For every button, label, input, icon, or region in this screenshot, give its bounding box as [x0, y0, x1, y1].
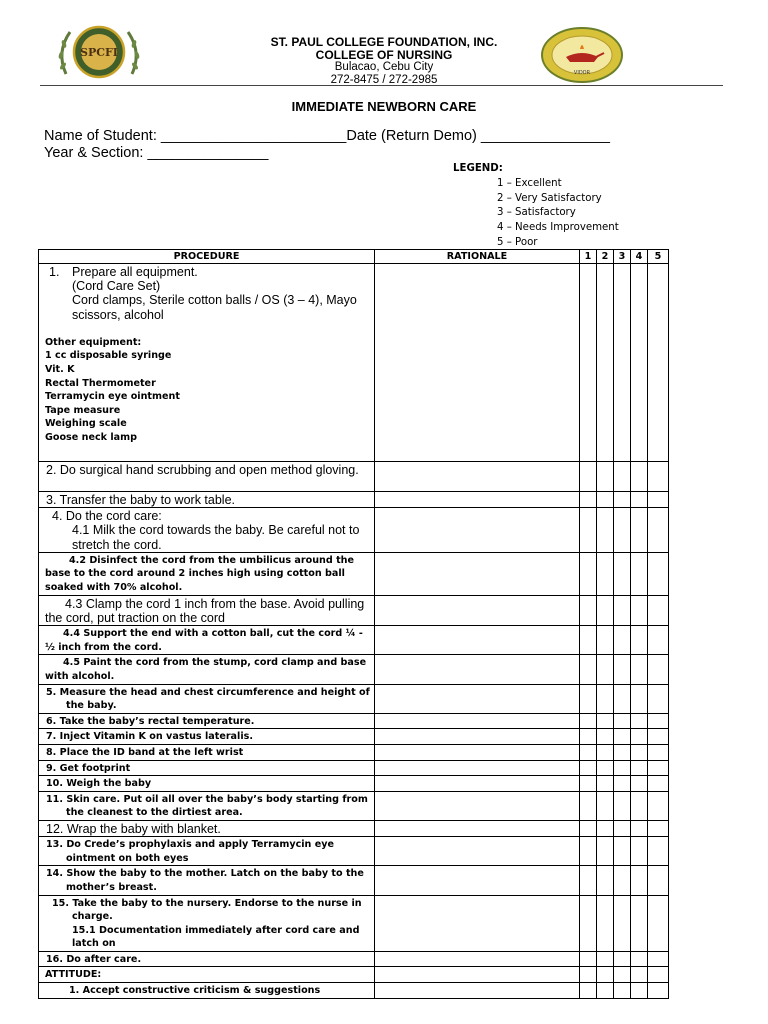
score-cell-1[interactable] — [580, 684, 597, 713]
score-cell-1[interactable] — [580, 713, 597, 729]
score-cell-4[interactable] — [631, 462, 648, 492]
score-cell-4[interactable] — [631, 820, 648, 836]
table-row — [39, 866, 669, 895]
table-row — [39, 837, 669, 866]
procedure-cell: 2. Do surgical hand scrubbing and open method gloving. — [39, 462, 375, 492]
score-cell-5[interactable] — [648, 729, 669, 745]
score-cell-1[interactable] — [580, 820, 597, 836]
step-text: Prepare all equipment. — [72, 265, 198, 279]
score-cell-2[interactable] — [597, 983, 614, 999]
table-row — [39, 895, 669, 951]
score-cell-3[interactable] — [614, 776, 631, 792]
rationale-cell[interactable] — [375, 595, 580, 625]
score-cell-4[interactable] — [631, 866, 648, 895]
phone-numbers: 272-8475 / 272-2985 — [330, 73, 438, 86]
score-cell-2[interactable] — [597, 508, 614, 553]
table-row — [39, 552, 669, 595]
score-cell-1[interactable] — [580, 508, 597, 553]
score-cell-4[interactable] — [631, 776, 648, 792]
nursing-seal-logo — [540, 27, 624, 83]
college-name: COLLEGE OF NURSING — [315, 47, 453, 62]
procedure-header: PROCEDURE — [39, 250, 375, 264]
procedure-cell: 8. Place the ID band at the left wrist — [39, 744, 375, 760]
score-cell-5[interactable] — [648, 713, 669, 729]
score-cell-5[interactable] — [648, 760, 669, 776]
table-row — [39, 744, 669, 760]
table-row — [39, 626, 669, 655]
rationale-cell[interactable] — [375, 508, 580, 553]
score-cell-5[interactable] — [648, 552, 669, 595]
score-cell-1[interactable] — [580, 729, 597, 745]
score-cell-4[interactable] — [631, 951, 648, 967]
rationale-cell[interactable] — [375, 552, 580, 595]
rationale-cell[interactable] — [375, 744, 580, 760]
procedure-cell: 1. Accept constructive criticism & suggestions — [39, 983, 375, 999]
procedure-cell: 13. Do Crede’s prophylaxis and apply Terramycin eye ointment on both eyes — [39, 837, 375, 866]
score-cell-4[interactable] — [631, 508, 648, 553]
score-cell-2[interactable] — [597, 729, 614, 745]
step-text: Cord clamps, Sterile cotton balls / OS (3 – 4), Mayo scissors, alcohol — [72, 293, 357, 322]
svg-text:SPCFI: SPCFI — [80, 46, 118, 59]
score-cell-3[interactable] — [614, 791, 631, 820]
rationale-cell[interactable] — [375, 983, 580, 999]
other-equipment-title: Other equipment: — [45, 336, 142, 348]
step-text: 15. Take the baby to the nursery. Endorse to the nurse in charge. — [52, 897, 362, 923]
substep-text: 4.1 Milk the cord towards the baby. Be careful not to stretch the cord. — [72, 523, 360, 552]
score-cell-4[interactable] — [631, 744, 648, 760]
rationale-header: RATIONALE — [375, 250, 580, 264]
score-cell-3[interactable] — [614, 967, 631, 983]
table-row — [39, 713, 669, 729]
score-cell-1[interactable] — [580, 492, 597, 508]
rationale-cell[interactable] — [375, 760, 580, 776]
score-cell-5[interactable] — [648, 791, 669, 820]
table-row — [39, 820, 669, 836]
score-cell-1[interactable] — [580, 791, 597, 820]
table-row — [39, 492, 669, 508]
score-cell-5[interactable] — [648, 508, 669, 553]
score-cell-2[interactable] — [597, 866, 614, 895]
evaluation-table — [38, 249, 669, 999]
table-header-row — [39, 250, 669, 264]
score-cell-3[interactable] — [614, 729, 631, 745]
address: Bulacao, Cebu City — [334, 61, 434, 73]
table-row — [39, 655, 669, 684]
score-cell-5[interactable] — [648, 866, 669, 895]
procedure-cell — [39, 895, 375, 951]
procedure-cell: 14. Show the baby to the mother. Latch on the baby to the mother’s breast. — [39, 866, 375, 895]
score-cell-3[interactable] — [614, 760, 631, 776]
score-cell-2[interactable] — [597, 820, 614, 836]
score-cell-1[interactable] — [580, 895, 597, 951]
score-cell-3[interactable] — [614, 655, 631, 684]
score-cell-1[interactable] — [580, 655, 597, 684]
student-name-date-field[interactable]: Name of Student: _______________________Date (Return Demo) ________________ — [44, 128, 610, 144]
document-header — [240, 36, 528, 86]
score-cell-4[interactable] — [631, 760, 648, 776]
table-row — [39, 595, 669, 625]
score-cell-5[interactable] — [648, 744, 669, 760]
score-cell-3[interactable] — [614, 866, 631, 895]
college-seal-logo — [54, 22, 144, 82]
year-section-field[interactable]: Year & Section: _______________ — [44, 145, 269, 161]
score-cell-3[interactable] — [614, 508, 631, 553]
score-cell-1[interactable] — [580, 552, 597, 595]
rationale-cell[interactable] — [375, 791, 580, 820]
procedure-cell: 7. Inject Vitamin K on vastus lateralis. — [39, 729, 375, 745]
rationale-cell[interactable] — [375, 951, 580, 967]
table-row — [39, 508, 669, 553]
score-cell-5[interactable] — [648, 264, 669, 462]
score-cell-4[interactable] — [631, 837, 648, 866]
attitude-heading: ATTITUDE: — [39, 967, 375, 983]
equipment-item: 1 cc disposable syringe — [45, 350, 172, 362]
procedure-cell: 5. Measure the head and chest circumference and height of the baby. — [39, 684, 375, 713]
score-cell-1[interactable] — [580, 626, 597, 655]
score-cell-4[interactable] — [631, 713, 648, 729]
score-cell-5[interactable] — [648, 895, 669, 951]
equipment-item: Weighing scale — [45, 418, 127, 430]
step-text: 4. Do the cord care: — [52, 509, 162, 524]
score-cell-4[interactable] — [631, 684, 648, 713]
legend-item: 2 – Very Satisfactory — [497, 192, 602, 204]
legend — [453, 162, 619, 251]
table-row — [39, 967, 669, 983]
legend-item: 3 – Satisfactory — [497, 207, 576, 219]
score-cell-1[interactable] — [580, 983, 597, 999]
score-cell-5[interactable] — [648, 626, 669, 655]
score-cell-5[interactable] — [648, 776, 669, 792]
score-cell-1[interactable] — [580, 595, 597, 625]
table-row — [39, 684, 669, 713]
score-cell-5[interactable] — [648, 655, 669, 684]
score-cell-3[interactable] — [614, 626, 631, 655]
rationale-cell[interactable] — [375, 866, 580, 895]
score-cell-3[interactable] — [614, 684, 631, 713]
score-cell-3[interactable] — [614, 983, 631, 999]
score-cell-1[interactable] — [580, 866, 597, 895]
equipment-item: Vit. K — [45, 364, 75, 375]
score-cell-2[interactable] — [597, 837, 614, 866]
score-cell-1[interactable] — [580, 462, 597, 492]
procedure-cell: 4.5 Paint the cord from the stump, cord clamp and base with alcohol. — [39, 655, 375, 684]
rationale-cell[interactable] — [375, 684, 580, 713]
rationale-cell[interactable] — [375, 729, 580, 745]
score-cell-2[interactable] — [597, 492, 614, 508]
score-cell-4[interactable] — [631, 264, 648, 462]
score-cell-5[interactable] — [648, 967, 669, 983]
score-header-2: 2 — [597, 250, 614, 264]
score-cell-3[interactable] — [614, 462, 631, 492]
score-cell-5[interactable] — [648, 492, 669, 508]
score-cell-1[interactable] — [580, 837, 597, 866]
score-cell-3[interactable] — [614, 837, 631, 866]
substep-text: 15.1 Documentation immediately after cord care and latch on — [72, 924, 360, 950]
score-cell-3[interactable] — [614, 744, 631, 760]
score-cell-2[interactable] — [597, 264, 614, 462]
score-cell-3[interactable] — [614, 264, 631, 462]
table-row — [39, 791, 669, 820]
rationale-cell[interactable] — [375, 655, 580, 684]
score-cell-4[interactable] — [631, 655, 648, 684]
rationale-cell[interactable] — [375, 820, 580, 836]
table-row — [39, 760, 669, 776]
procedure-cell — [39, 508, 375, 553]
procedure-cell: 4.2 Disinfect the cord from the umbilicus around the base to the cord around 2 inches high using cotton ball soaked with 70% alcohol. — [39, 552, 375, 595]
score-cell-4[interactable] — [631, 967, 648, 983]
procedure-cell: 11. Skin care. Put oil all over the baby’s body starting from the cleanest to the dirtiest area. — [39, 791, 375, 820]
legend-item: 4 – Needs Improvement — [497, 222, 619, 234]
score-cell-2[interactable] — [597, 967, 614, 983]
score-cell-4[interactable] — [631, 895, 648, 951]
score-cell-2[interactable] — [597, 713, 614, 729]
score-cell-2[interactable] — [597, 776, 614, 792]
score-cell-5[interactable] — [648, 951, 669, 967]
table-row — [39, 462, 669, 492]
score-cell-3[interactable] — [614, 552, 631, 595]
score-cell-3[interactable] — [614, 595, 631, 625]
rationale-cell[interactable] — [375, 626, 580, 655]
procedure-cell: 6. Take the baby’s rectal temperature. — [39, 713, 375, 729]
document-title: IMMEDIATE NEWBORN CARE — [291, 99, 477, 114]
score-cell-3[interactable] — [614, 820, 631, 836]
rationale-cell[interactable] — [375, 895, 580, 951]
score-cell-5[interactable] — [648, 684, 669, 713]
score-cell-2[interactable] — [597, 655, 614, 684]
score-cell-5[interactable] — [648, 983, 669, 999]
score-cell-4[interactable] — [631, 729, 648, 745]
table-row — [39, 729, 669, 745]
equipment-item: Rectal Thermometer — [45, 377, 156, 389]
score-cell-5[interactable] — [648, 462, 669, 492]
table-row — [39, 264, 669, 462]
step-text: (Cord Care Set) — [72, 279, 161, 294]
score-cell-4[interactable] — [631, 552, 648, 595]
procedure-cell: 9. Get footprint — [39, 760, 375, 776]
score-cell-2[interactable] — [597, 684, 614, 713]
equipment-item: Terramycin eye ointment — [45, 391, 180, 403]
score-header-4: 4 — [631, 250, 648, 264]
score-cell-4[interactable] — [631, 791, 648, 820]
procedure-cell: 16. Do after care. — [39, 951, 375, 967]
equipment-item: Tape measure — [45, 404, 121, 416]
procedure-cell: 4.4 Support the end with a cotton ball, cut the cord ¼ - ½ inch from the cord. — [39, 626, 375, 655]
score-cell-5[interactable] — [648, 595, 669, 625]
rationale-cell[interactable] — [375, 264, 580, 462]
score-cell-1[interactable] — [580, 264, 597, 462]
procedure-cell: 3. Transfer the baby to work table. — [39, 492, 375, 508]
table-row — [39, 983, 669, 999]
score-cell-4[interactable] — [631, 492, 648, 508]
rationale-cell[interactable] — [375, 837, 580, 866]
score-header-3: 3 — [614, 250, 631, 264]
legend-item: 5 – Poor — [497, 236, 538, 248]
rationale-cell[interactable] — [375, 492, 580, 508]
procedure-cell — [39, 264, 375, 462]
svg-text:VIDOR: VIDOR — [573, 70, 591, 76]
procedure-cell: 10. Weigh the baby — [39, 776, 375, 792]
score-cell-2[interactable] — [597, 595, 614, 625]
procedure-cell: 4.3 Clamp the cord 1 inch from the base. Avoid pulling the cord, put traction on the cord — [39, 595, 375, 625]
score-cell-4[interactable] — [631, 983, 648, 999]
score-header-1: 1 — [580, 250, 597, 264]
score-cell-1[interactable] — [580, 744, 597, 760]
table-row — [39, 951, 669, 967]
score-cell-1[interactable] — [580, 760, 597, 776]
score-cell-1[interactable] — [580, 776, 597, 792]
score-cell-2[interactable] — [597, 760, 614, 776]
score-cell-5[interactable] — [648, 820, 669, 836]
score-cell-2[interactable] — [597, 462, 614, 492]
step-number: 1. — [49, 265, 60, 279]
score-cell-5[interactable] — [648, 837, 669, 866]
header-divider — [40, 85, 723, 86]
score-cell-4[interactable] — [631, 626, 648, 655]
score-cell-3[interactable] — [614, 951, 631, 967]
rationale-cell[interactable] — [375, 462, 580, 492]
institution-name: ST. PAUL COLLEGE FOUNDATION, INC. — [270, 35, 498, 49]
score-header-5: 5 — [648, 250, 669, 264]
score-cell-2[interactable] — [597, 744, 614, 760]
equipment-item: Goose neck lamp — [45, 431, 137, 443]
score-cell-3[interactable] — [614, 713, 631, 729]
rationale-cell[interactable] — [375, 967, 580, 983]
score-cell-2[interactable] — [597, 951, 614, 967]
score-cell-2[interactable] — [597, 626, 614, 655]
legend-item: 1 – Excellent — [497, 177, 562, 189]
score-cell-3[interactable] — [614, 492, 631, 508]
score-cell-2[interactable] — [597, 895, 614, 951]
score-cell-2[interactable] — [597, 552, 614, 595]
score-cell-3[interactable] — [614, 895, 631, 951]
rationale-cell[interactable] — [375, 776, 580, 792]
score-cell-2[interactable] — [597, 791, 614, 820]
score-cell-4[interactable] — [631, 595, 648, 625]
score-cell-1[interactable] — [580, 967, 597, 983]
procedure-cell: 12. Wrap the baby with blanket. — [39, 820, 375, 836]
table-row — [39, 776, 669, 792]
rationale-cell[interactable] — [375, 713, 580, 729]
legend-heading: LEGEND: — [453, 163, 503, 174]
score-cell-1[interactable] — [580, 951, 597, 967]
